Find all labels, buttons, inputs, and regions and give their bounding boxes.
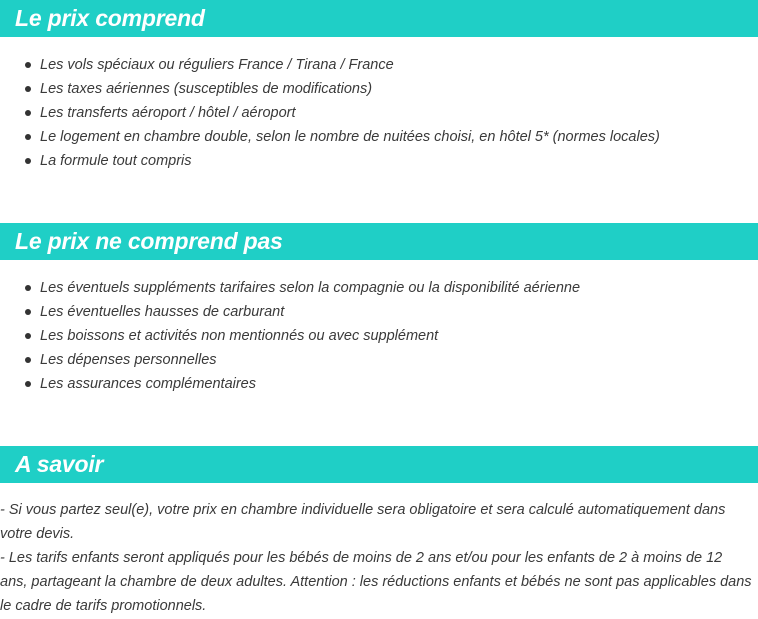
- bullet-icon: [25, 357, 31, 363]
- list-item: [0, 125, 660, 149]
- list-item: [0, 77, 660, 101]
- section-title-included: Le prix comprend: [15, 5, 205, 31]
- list-item-label: Le logement en chambre double, selon le nombre de nuitées choisi, en hôtel 5* (normes locales): [40, 129, 660, 145]
- bullet-icon: [25, 86, 31, 92]
- list-item-label: Les vols spéciaux ou réguliers France / Tirana / France: [40, 57, 394, 73]
- bullet-icon: [25, 333, 31, 339]
- list-item: [0, 101, 660, 125]
- list-item-label: La formule tout compris: [40, 153, 192, 169]
- bullet-icon: [25, 285, 31, 291]
- list-item-label: Les dépenses personnelles: [40, 352, 217, 368]
- section-header-good-to-know: [0, 446, 758, 483]
- bullet-icon: [25, 158, 31, 164]
- list-item: [0, 53, 660, 77]
- included-list: [0, 53, 660, 173]
- list-item-label: Les boissons et activités non mentionnés ou avec supplément: [40, 328, 439, 344]
- list-item: [0, 149, 660, 173]
- note-paragraph: - Si vous partez seul(e), votre prix en chambre individuelle sera obligatoire et sera calculé automatiquement dans votre devis.: [0, 502, 726, 542]
- list-item-label: Les éventuels suppléments tarifaires selon la compagnie ou la disponibilité aérienne: [40, 280, 581, 296]
- section-title-not-included: Le prix ne comprend pas: [15, 228, 283, 254]
- list-item: [0, 300, 580, 324]
- list-item-label: Les assurances complémentaires: [40, 376, 256, 392]
- list-item: [0, 276, 580, 300]
- good-to-know-notes: [0, 498, 752, 618]
- list-item: [0, 372, 580, 396]
- list-item: [0, 348, 580, 372]
- note-paragraph: - Les tarifs enfants seront appliqués pour les bébés de moins de 2 ans et/ou pour les enfants de 2 à moins de 12 ans, partageant la chambre de deux adultes. Attention : les réductions enfants et bébés ne sont pas applicables dans le cadre de tarifs promotionnels.: [0, 550, 752, 614]
- list-item-label: Les éventuelles hausses de carburant: [40, 304, 285, 320]
- section-header-included: [0, 0, 758, 37]
- section-header-not-included: [0, 223, 758, 260]
- list-item: [0, 324, 580, 348]
- bullet-icon: [25, 62, 31, 68]
- bullet-icon: [25, 134, 31, 140]
- bullet-icon: [25, 309, 31, 315]
- list-item-label: Les transferts aéroport / hôtel / aéroport: [40, 105, 296, 121]
- list-item-label: Les taxes aériennes (susceptibles de modifications): [40, 81, 373, 97]
- section-title-good-to-know: A savoir: [15, 451, 104, 477]
- bullet-icon: [25, 110, 31, 116]
- not-included-list: [0, 276, 580, 396]
- bullet-icon: [25, 381, 31, 387]
